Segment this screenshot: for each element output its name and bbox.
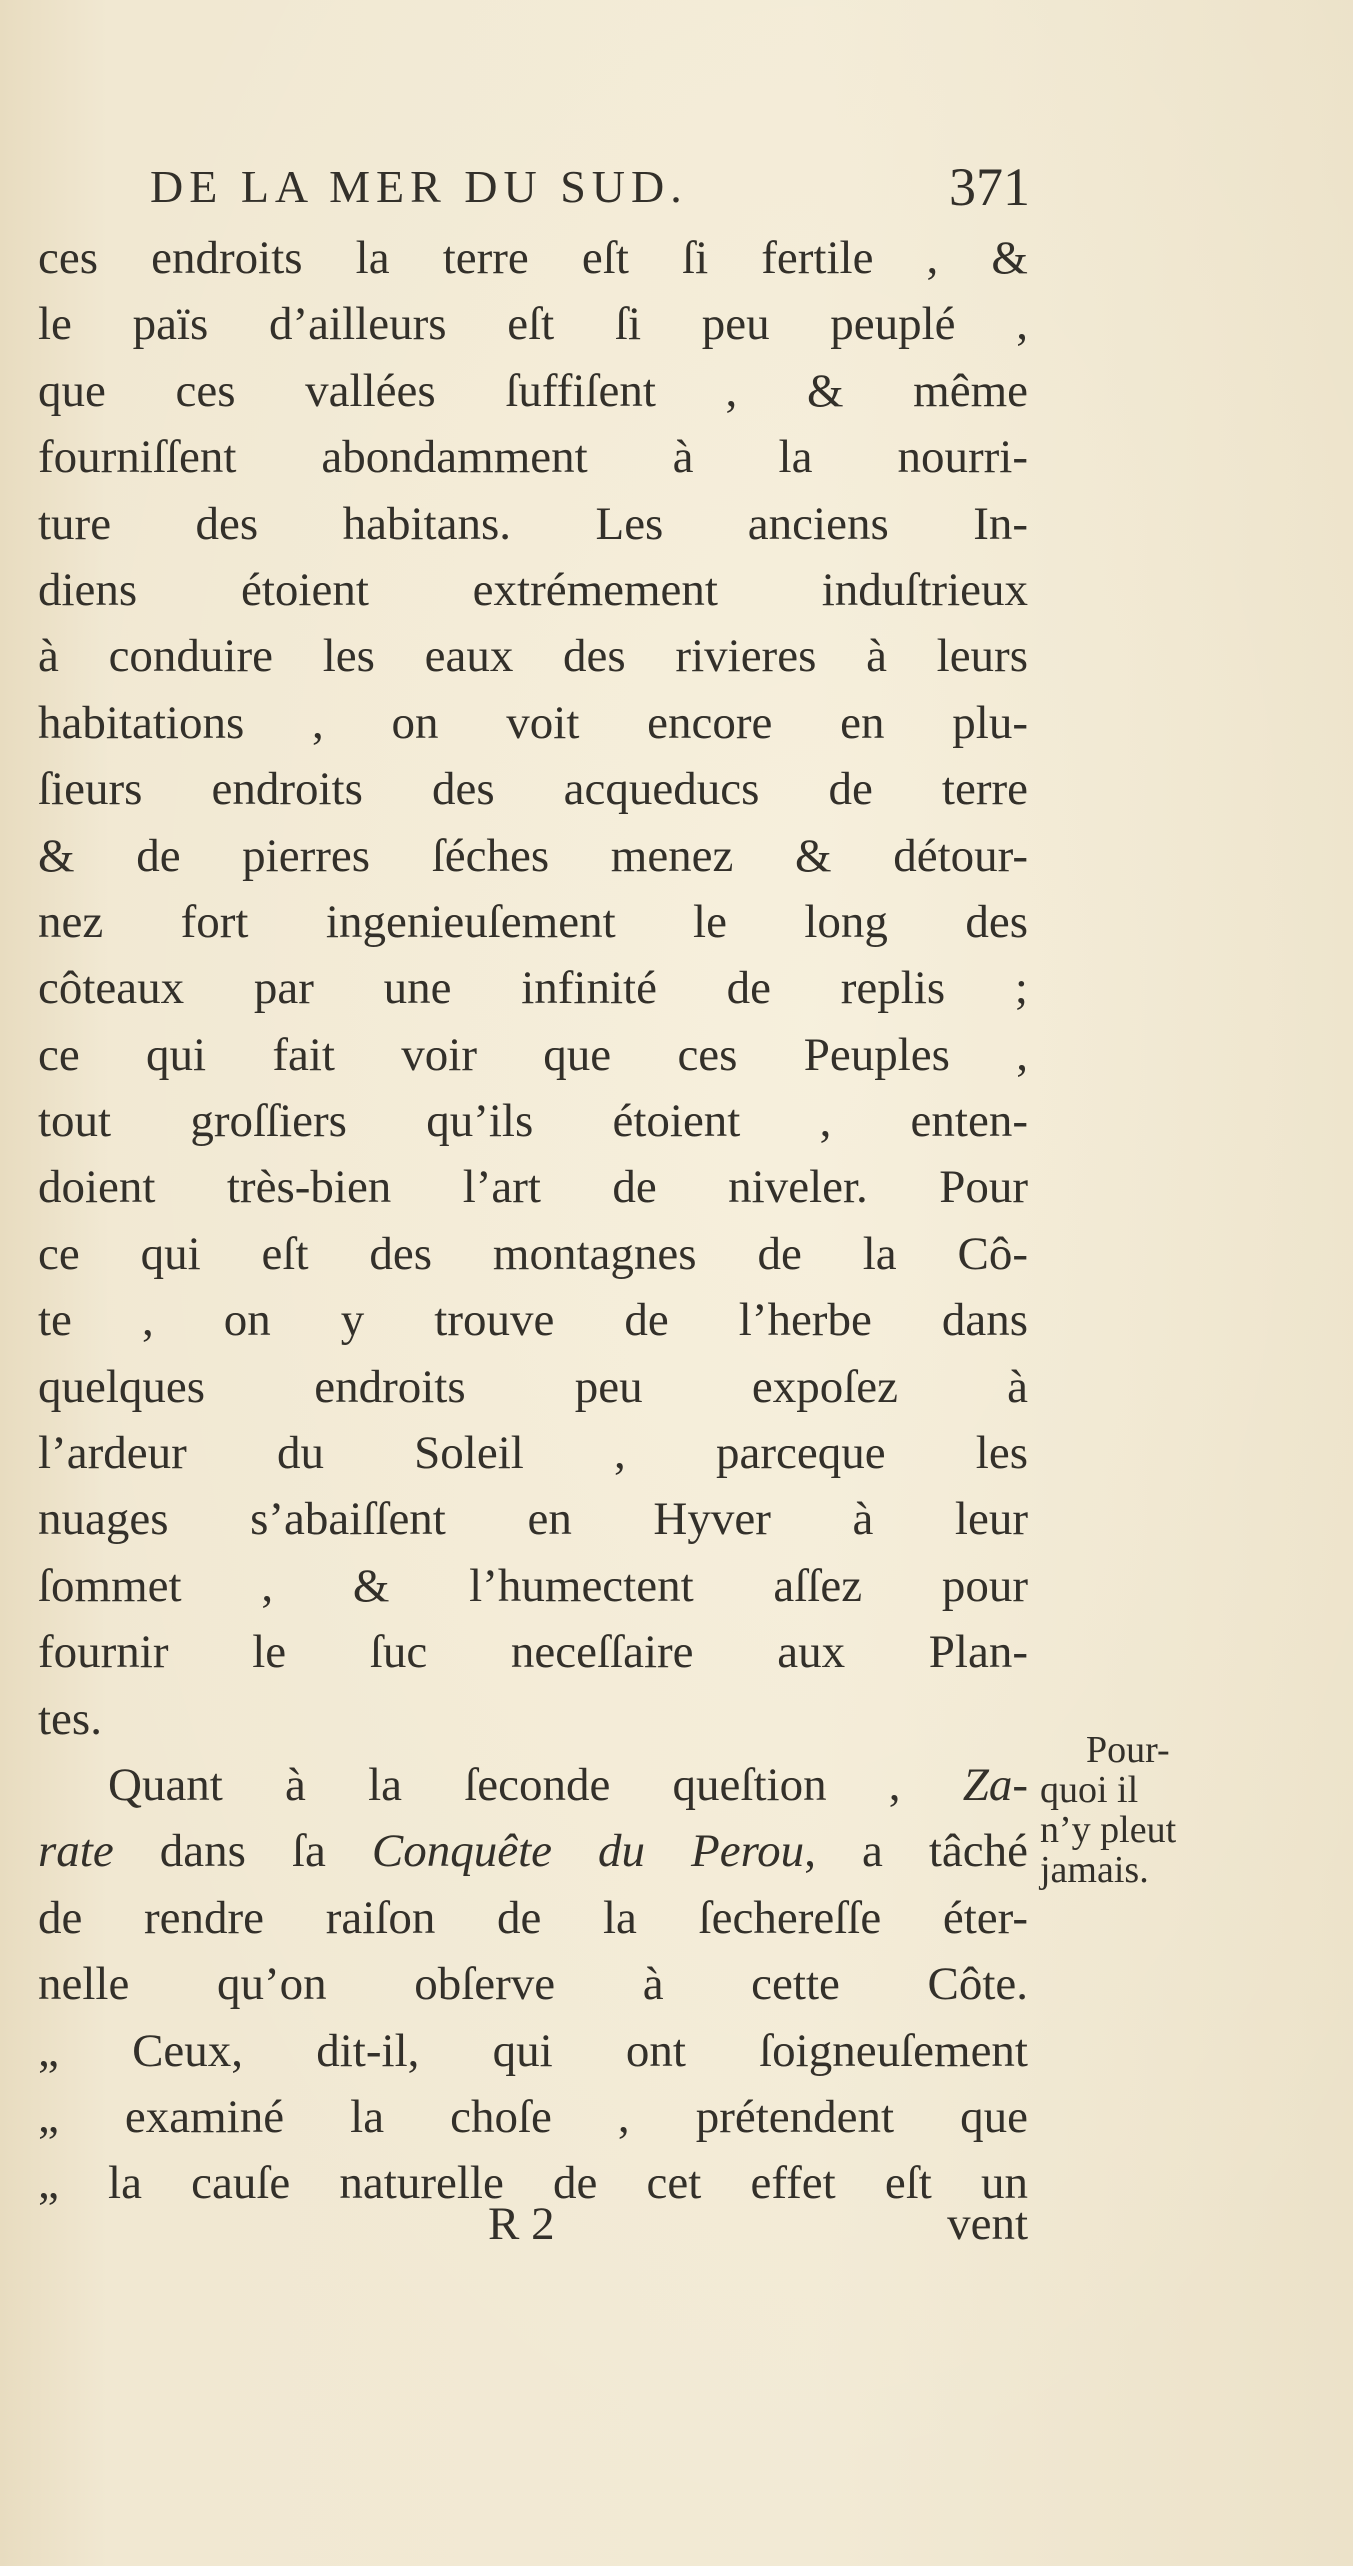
text-line (38, 1818, 1028, 1884)
text-segment: , a tâché (804, 1825, 1028, 1878)
text-line: ces endroits la terre eſt ſi fertile , & (38, 232, 1028, 284)
text-line: fourniſſent abondamment à la nourri- (38, 431, 1028, 484)
text-line: à conduire les eaux des rivieres à leurs (38, 630, 1028, 683)
text-line: & de pierres ſéches menez & détour- (38, 829, 1028, 882)
marginal-note (1040, 1730, 1240, 1890)
text-line: tes. (38, 1692, 102, 1745)
marginal-line: n’y pleut (1040, 1809, 1177, 1851)
text-line: tout groſſiers qu’ils étoient , enten- (38, 1095, 1028, 1148)
text-line: habitations , on voit encore en plu- (38, 696, 1028, 749)
text-line: nuages s’abaiſſent en Hyver à leur (38, 1493, 1028, 1546)
main-text-block (38, 225, 1028, 2217)
text-line: nelle qu’on obſerve à cette Côte. (38, 1958, 1028, 2011)
text-line: de rendre raiſon de la ſechereſſe éter- (38, 1891, 1028, 1944)
catchword: vent (947, 2198, 1028, 2250)
text-line: doient très-bien l’art de niveler. Pour (38, 1161, 1028, 1214)
page-number: 371 (949, 157, 1030, 217)
text-line: te , on y trouve de l’herbe dans (38, 1294, 1028, 1347)
text-line: ture des habitans. Les anciens In- (38, 497, 1028, 550)
text-line: „ examiné la choſe , prétendent que (38, 2090, 1028, 2143)
text-line: ſieurs endroits des acqueducs de terre (38, 763, 1028, 816)
page-header (150, 157, 1030, 220)
text-segment: Quant à la ſeconde queſtion , (108, 1758, 963, 1811)
paragraph-opening-line (38, 1752, 1028, 1818)
running-head: DE LA MER DU SUD. (150, 161, 688, 212)
text-line: ſommet , & l’humectent aſſez pour (38, 1559, 1028, 1612)
italic-segment: rate (38, 1825, 114, 1878)
marginal-line: jamais. (1040, 1849, 1149, 1891)
text-line: ce qui eſt des montagnes de la Cô- (38, 1227, 1028, 1280)
text-line: diens étoient extrémement induſtrieux (38, 563, 1028, 616)
text-line: que ces vallées ſuffiſent , & même (38, 364, 1028, 417)
text-line: l’ardeur du Soleil , parceque les (38, 1427, 1028, 1480)
text-line: „ la cauſe naturelle de cet effet eſt un (38, 2157, 1028, 2210)
text-line: ce qui fait voir que ces Peuples , (38, 1028, 1028, 1081)
marginal-line: quoi il (1040, 1769, 1139, 1811)
text-line: le païs d’ailleurs eſt ſi peu peuplé , (38, 298, 1028, 351)
page-footer (38, 2191, 1028, 2257)
text-line: côteaux par une infinité de replis ; (38, 962, 1028, 1015)
book-title: Conquête du Perou (371, 1825, 805, 1878)
text-line: nez fort ingenieuſement le long des (38, 895, 1028, 948)
marginal-line: Pour- (1086, 1729, 1170, 1771)
italic-segment: Za- (962, 1758, 1028, 1811)
signature-mark: R 2 (488, 2198, 555, 2250)
text-line: quelques endroits peu expoſez à (38, 1360, 1028, 1413)
text-line: fournir le ſuc neceſſaire aux Plan- (38, 1626, 1028, 1679)
text-segment: dans ſa (113, 1825, 372, 1878)
text-line: „ Ceux, dit-il, qui ont ſoigneuſement (38, 2024, 1028, 2077)
